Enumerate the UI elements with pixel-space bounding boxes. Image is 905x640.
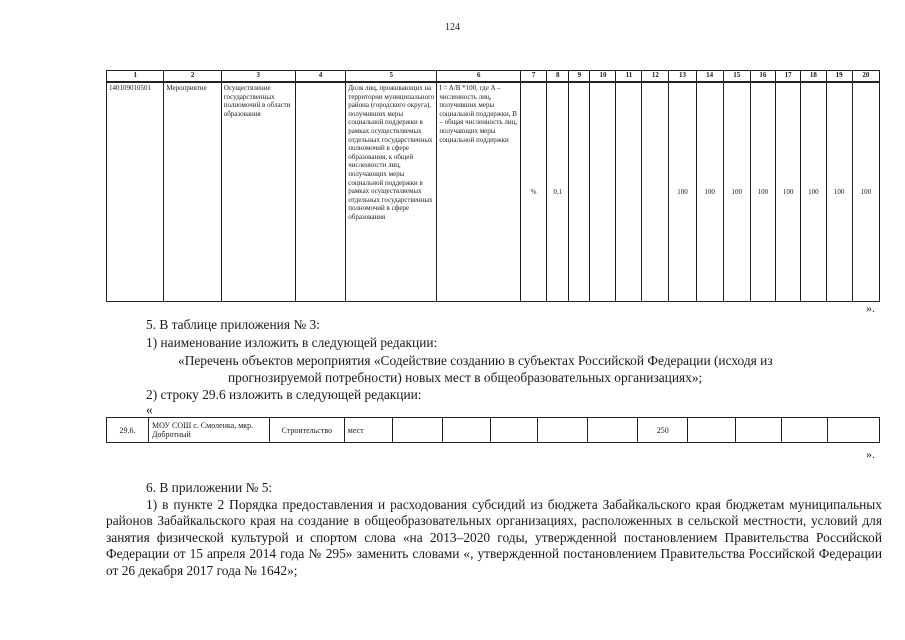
- header-cell: 18: [801, 71, 826, 83]
- header-cell: 3: [221, 71, 295, 83]
- table-row: [107, 82, 880, 302]
- unit-cell: мест: [344, 418, 392, 443]
- header-cell: 20: [852, 71, 879, 83]
- header-cell: 12: [642, 71, 669, 83]
- header-cell: 11: [616, 71, 642, 83]
- value-cell: 100: [723, 82, 750, 302]
- name-cell: Осуществление государственных полномочий в области образования: [221, 82, 295, 302]
- row-number-cell: 29.6.: [107, 418, 149, 443]
- value-cell: 100: [669, 82, 696, 302]
- item-6-heading: 6. В приложении № 5:: [146, 480, 273, 495]
- value-cell: 100: [696, 82, 723, 302]
- header-cell: 15: [723, 71, 750, 83]
- value-cell: [616, 82, 642, 302]
- empty-cell: [392, 418, 442, 443]
- empty-cell: [782, 418, 828, 443]
- header-cell: 4: [295, 71, 346, 83]
- object-name-cell: МОУ СОШ с. Смоленка, мкр. Добротный: [148, 418, 269, 443]
- value-cell: 100: [852, 82, 879, 302]
- item-5-quote-line1: «Перечень объектов мероприятия «Содействие созданию в субъектах Российской Федерации (исходя из: [178, 353, 773, 368]
- header-cell: 9: [569, 71, 590, 83]
- header-cell: 2: [164, 71, 221, 83]
- header-cell: 13: [669, 71, 696, 83]
- header-cell: 10: [590, 71, 616, 83]
- empty-cell: [538, 418, 588, 443]
- empty-cell: [736, 418, 782, 443]
- header-cell: 8: [547, 71, 569, 83]
- empty-cell: [588, 418, 638, 443]
- work-type-cell: Строительство: [269, 418, 344, 443]
- header-cell: 1: [107, 71, 164, 83]
- item-5-heading: 5. В таблице приложения № 3:: [146, 317, 320, 332]
- header-cell: 7: [521, 71, 547, 83]
- table1-closing-quote: ».: [866, 301, 875, 315]
- value-cell: [569, 82, 590, 302]
- empty-cell: [295, 82, 346, 302]
- empty-cell: [442, 418, 490, 443]
- empty-cell: [688, 418, 736, 443]
- value-cell: 100: [750, 82, 775, 302]
- value-cell: 100: [801, 82, 826, 302]
- value-cell: 100: [776, 82, 801, 302]
- indicator-cell: Доля лиц, проживающих на территории муниципального района (городского округа), получивших меры социальной поддержки в рамках осуществляемых отдельных государственных полномочий в сфере образования, к общей численности лиц, получающих меры социальной поддержки в рамках осуществляемых отдельных государственных полномочий в сфере образования: [346, 82, 437, 302]
- formula-cell: I = A/B *100, где A – численность лиц, получивших меры социальной поддержки, B – общая численность лиц, получающих меры социальной поддержки: [437, 82, 521, 302]
- item-5-2: 2) строку 29.6 изложить в следующей редакции:: [146, 387, 422, 402]
- item-6-1: 1) в пункте 2 Порядка предоставления и расходования субсидий из бюджета Забайкальского края бюджетам муниципальных районов Забайкальского края на создание в общеобразовательных организациях, расположенных в сельской местности, условий для занятия физической культурой и спортом слова «на 2013–2020 годы, утвержденной постановлением Правительства Российской Федерации от 15 апреля 2014 года № 295» заменить словами «, утвержденной постановлением Правительства Российской Федерации от 26 декабря 2017 года № 1642»;: [106, 497, 882, 578]
- header-cell: 14: [696, 71, 723, 83]
- header-cell: 6: [437, 71, 521, 83]
- type-cell: Мероприятие: [164, 82, 221, 302]
- value-cell: 0,1: [547, 82, 569, 302]
- objects-table: [106, 417, 880, 443]
- header-cell: 5: [346, 71, 437, 83]
- table-row: [107, 418, 880, 443]
- open-quote: «: [146, 402, 153, 417]
- indicator-table: [106, 70, 880, 302]
- value-cell: [590, 82, 616, 302]
- page-number: 124: [445, 22, 460, 33]
- item-5-1: 1) наименование изложить в следующей редакции:: [146, 335, 438, 350]
- code-cell: 140109010501: [107, 82, 164, 302]
- item-5-quote-line2: прогнозируемой потребности) новых мест в общеобразовательных организациях»;: [228, 370, 703, 385]
- empty-cell: [490, 418, 538, 443]
- value-cell: [642, 82, 669, 302]
- table-header-row: [107, 71, 880, 83]
- header-cell: 17: [776, 71, 801, 83]
- empty-cell: [827, 418, 879, 443]
- unit-cell: %: [521, 82, 547, 302]
- header-cell: 19: [826, 71, 852, 83]
- header-cell: 16: [750, 71, 775, 83]
- table2-closing-quote: ».: [866, 447, 875, 461]
- capacity-cell: 250: [638, 418, 688, 443]
- value-cell: 100: [826, 82, 852, 302]
